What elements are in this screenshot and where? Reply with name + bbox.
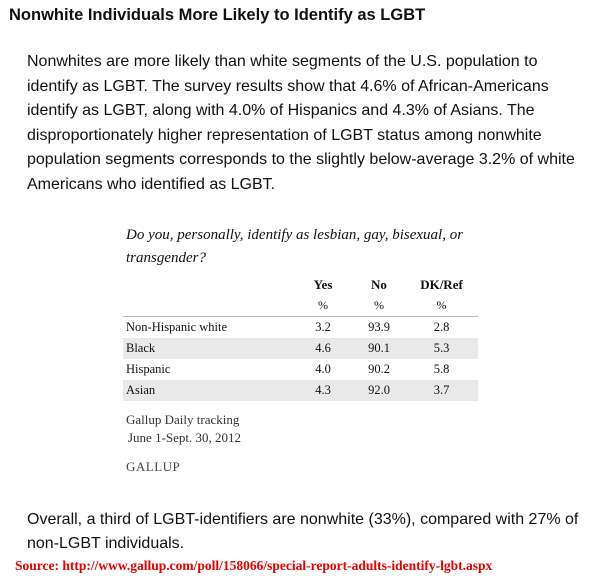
source-link[interactable]: http://www.gallup.com/poll/158066/special-report-adults-identify-lgbt.aspx: [62, 558, 493, 573]
table-row: [123, 338, 478, 359]
units-blank: [123, 295, 293, 317]
survey-figure: [123, 224, 478, 475]
cell-dk-ref: 5.8: [433, 362, 450, 376]
survey-notes: [126, 411, 478, 447]
unit-dk-ref: %: [436, 298, 447, 312]
table-row: [123, 380, 478, 401]
cell-no: 90.1: [353, 338, 405, 359]
cell-no: 93.9: [353, 317, 405, 339]
cell-no: 92.0: [353, 380, 405, 401]
row-label: Hispanic: [126, 362, 171, 376]
cell-yes: 4.6: [293, 338, 353, 359]
cell-dk-ref: 5.3: [405, 338, 478, 359]
lead-paragraph: Nonwhites are more likely than white segments of the U.S. population to identify as LGBT. The survey results show that 4.6% of African-Americans identify as LGBT, along with 4.0% of Hispanics and 4.3% of Asians. The disproportionately higher representation of LGBT status among nonwhite population segments corresponds to the slightly below-average 3.2% of white Americans who identified as LGBT.: [27, 53, 575, 193]
row-label: Non-Hispanic white: [123, 317, 293, 339]
source-prefix: Source:: [15, 558, 63, 573]
column-header-dk-ref: DK/Ref: [420, 276, 463, 292]
column-header-yes: Yes: [313, 276, 333, 292]
cell-yes: 4.3: [293, 380, 353, 401]
article-heading: Nonwhite Individuals More Likely to Identify as LGBT: [9, 6, 426, 24]
unit-yes: %: [318, 298, 328, 312]
survey-table: [123, 274, 478, 401]
table-header-row: [123, 274, 478, 295]
survey-note-source: Gallup Daily tracking: [126, 412, 240, 427]
table-units-row: [123, 295, 478, 317]
unit-no: %: [374, 298, 384, 312]
cell-dk-ref: 2.8: [405, 317, 478, 339]
row-label: Asian: [123, 380, 293, 401]
cell-yes: 4.0: [315, 362, 331, 376]
gallup-wordmark: GALLUP: [126, 459, 181, 474]
survey-note-dates: June 1-Sept. 30, 2012: [128, 430, 242, 445]
table-row: [123, 359, 478, 380]
row-label: Black: [123, 338, 293, 359]
summary-paragraph: Overall, a third of LGBT-identifiers are nonwhite (33%), compared with 27% of non-LGBT individuals.: [27, 511, 579, 552]
table-row: [123, 317, 478, 339]
cell-yes: 3.2: [293, 317, 353, 339]
cell-no: 90.2: [368, 362, 390, 376]
column-header-no: No: [371, 276, 387, 292]
table-header-blank: [123, 274, 293, 295]
source-citation: [15, 558, 492, 574]
cell-dk-ref: 3.7: [405, 380, 478, 401]
survey-question: Do you, personally, identify as lesbian, gay, bisexual, or transgender?: [126, 227, 464, 266]
